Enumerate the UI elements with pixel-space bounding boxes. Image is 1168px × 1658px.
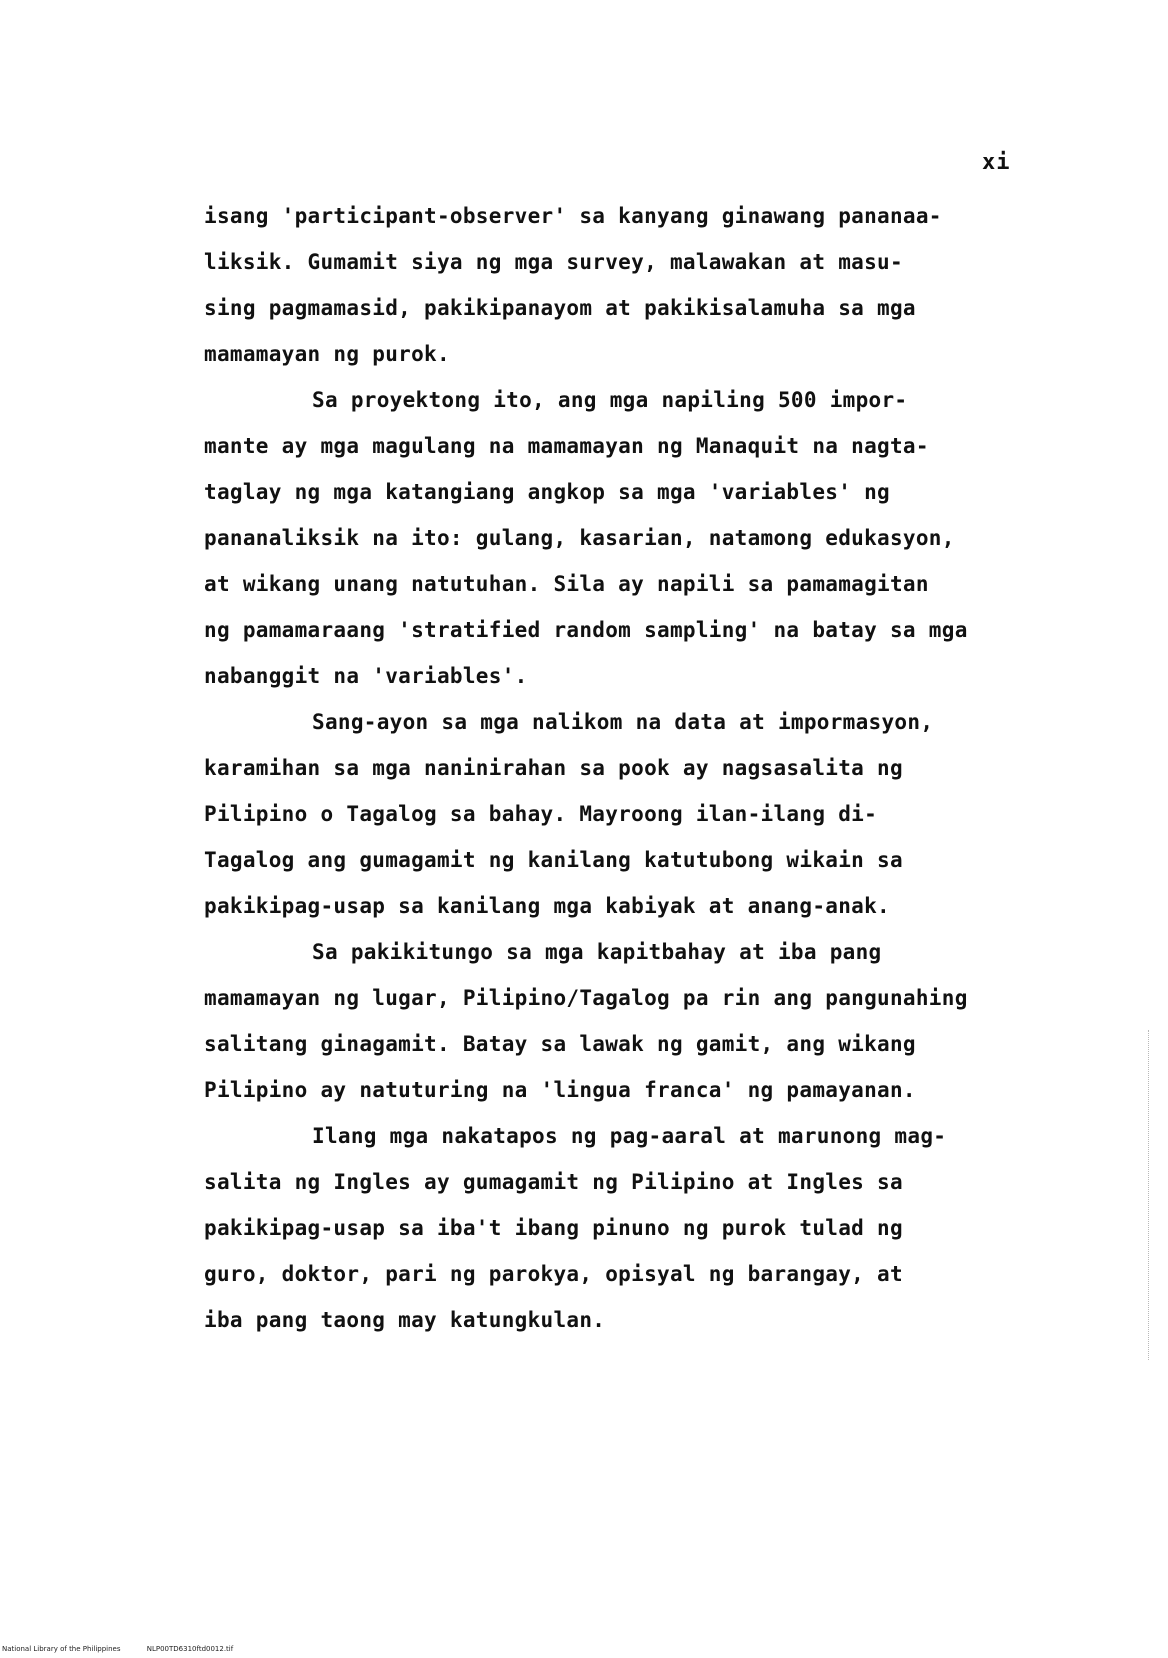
text-line: sing pagmamasid, pakikipanayom at pakikisalamuha sa mga bbox=[204, 296, 916, 320]
text-line: pakikipag-usap sa iba't ibang pinuno ng purok tulad ng bbox=[204, 1216, 903, 1240]
text-line: Pilipino ay natuturing na 'lingua franca' ng pamayanan. bbox=[204, 1078, 916, 1102]
paragraph bbox=[204, 193, 1064, 377]
page-number: xi bbox=[982, 150, 1011, 175]
scan-footer bbox=[2, 1645, 233, 1653]
text-line: mamamayan ng purok. bbox=[204, 342, 450, 366]
text-line: Ilang mga nakatapos ng pag-aaral at marunong mag- bbox=[312, 1124, 947, 1148]
text-line: Tagalog ang gumagamit ng kanilang katutubong wikain sa bbox=[204, 848, 903, 872]
text-line: isang 'participant-observer' sa kanyang ginawang pananaa- bbox=[204, 204, 942, 228]
text-line: nabanggit na 'variables'. bbox=[204, 664, 528, 688]
text-line: Sa proyektong ito, ang mga napiling 500 impor- bbox=[312, 388, 908, 412]
text-line: pananaliksik na ito: gulang, kasarian, natamong edukasyon, bbox=[204, 526, 955, 550]
paragraph bbox=[204, 699, 1064, 929]
text-line: liksik. Gumamit siya ng mga survey, malawakan at masu- bbox=[204, 250, 903, 274]
paragraph bbox=[204, 1113, 1064, 1343]
text-line: iba pang taong may katungkulan. bbox=[204, 1308, 606, 1332]
scan-edge-marks bbox=[1148, 1030, 1150, 1360]
footer-library: National Library of the Philippines bbox=[2, 1645, 121, 1653]
text-line: salita ng Ingles ay gumagamit ng Pilipino at Ingles sa bbox=[204, 1170, 903, 1194]
text-line: taglay ng mga katangiang angkop sa mga 'variables' ng bbox=[204, 480, 890, 504]
text-line: guro, doktor, pari ng parokya, opisyal ng barangay, at bbox=[204, 1262, 903, 1286]
footer-filename: NLP00TD6310ftd0012.tif bbox=[146, 1645, 234, 1653]
text-line: at wikang unang natutuhan. Sila ay napili sa pamamagitan bbox=[204, 572, 929, 596]
text-line: karamihan sa mga naninirahan sa pook ay nagsasalita ng bbox=[204, 756, 903, 780]
paragraph bbox=[204, 377, 1064, 699]
text-line: mamamayan ng lugar, Pilipino/Tagalog pa rin ang pangunahing bbox=[204, 986, 968, 1010]
text-line: Pilipino o Tagalog sa bahay. Mayroong ilan-ilang di- bbox=[204, 802, 878, 826]
text-line: Sang-ayon sa mga nalikom na data at impormasyon, bbox=[312, 710, 934, 734]
text-line: pakikipag-usap sa kanilang mga kabiyak at anang-anak. bbox=[204, 894, 890, 918]
paragraph bbox=[204, 929, 1064, 1113]
text-line: ng pamamaraang 'stratified random sampling' na batay sa mga bbox=[204, 618, 968, 642]
text-line: salitang ginagamit. Batay sa lawak ng gamit, ang wikang bbox=[204, 1032, 916, 1056]
body-text bbox=[204, 193, 1064, 1343]
text-line: mante ay mga magulang na mamamayan ng Manaquit na nagta- bbox=[204, 434, 929, 458]
text-line: Sa pakikitungo sa mga kapitbahay at iba pang bbox=[312, 940, 882, 964]
